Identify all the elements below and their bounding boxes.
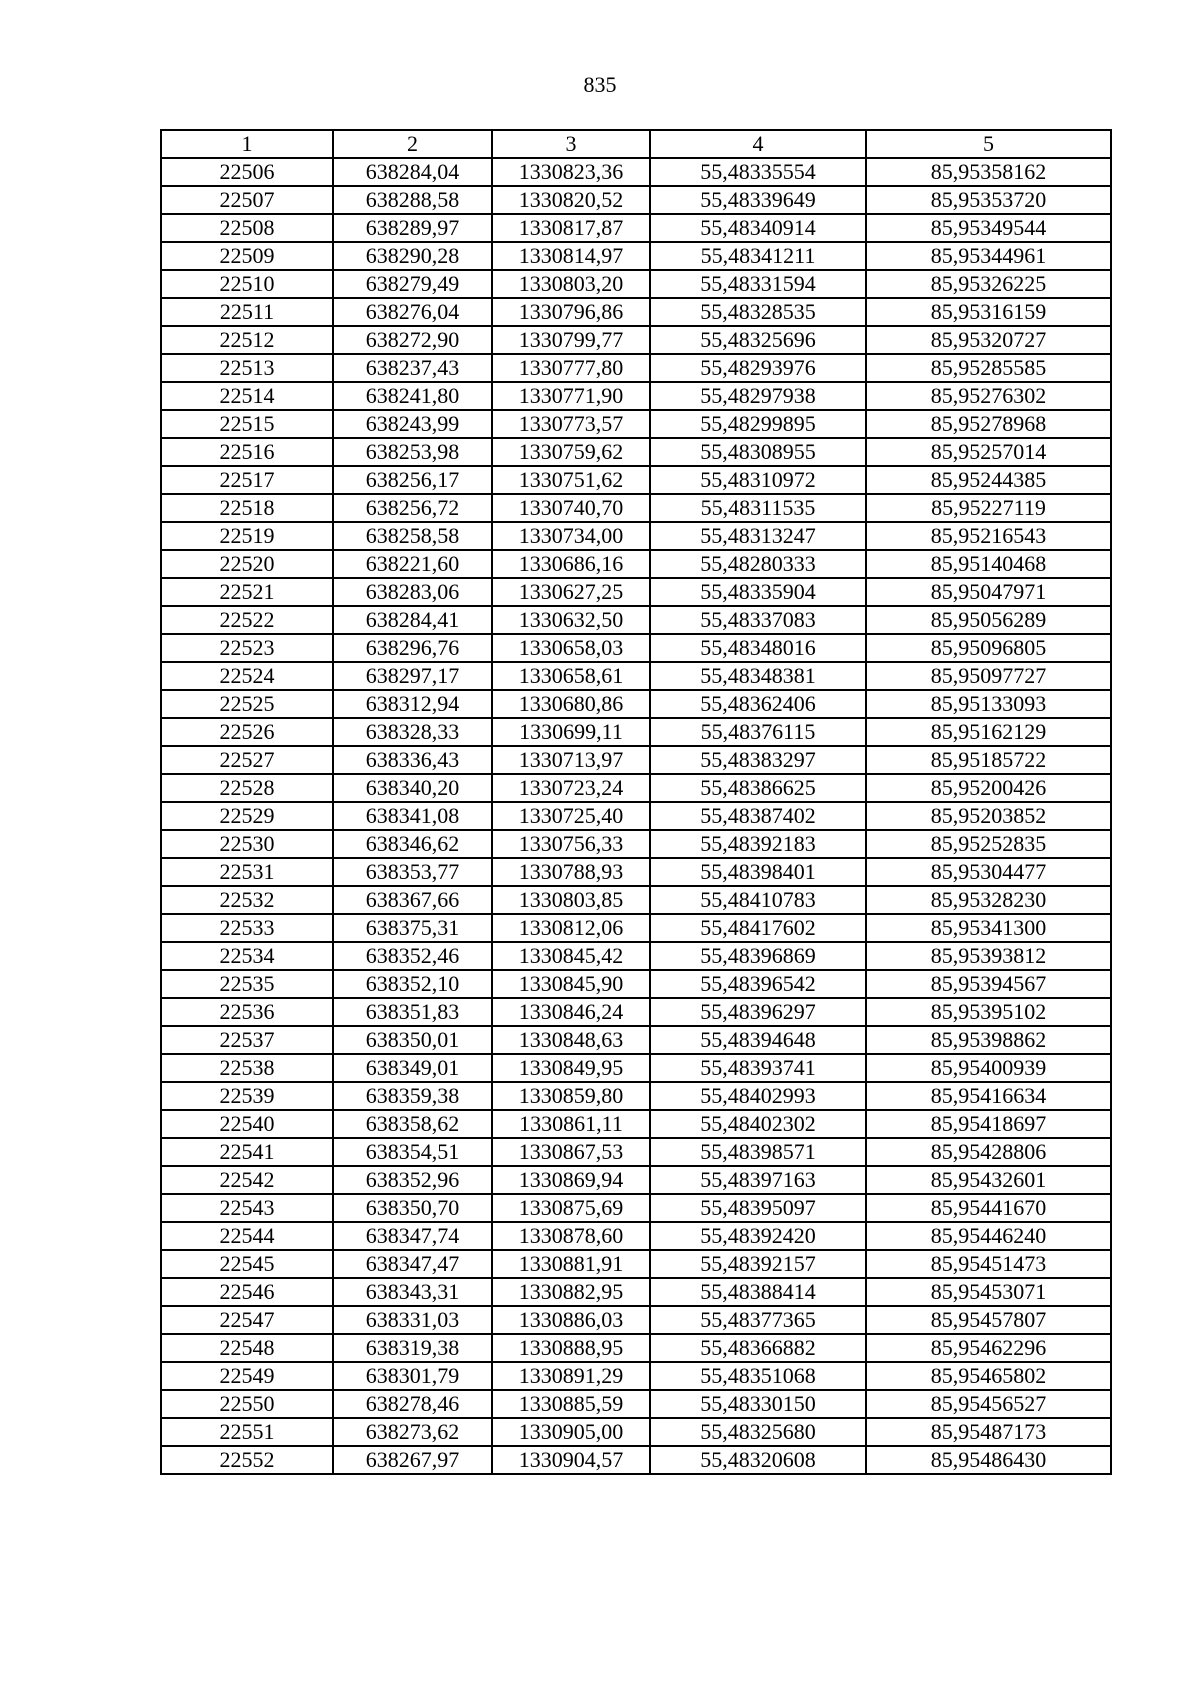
table-cell: 638272,90: [333, 326, 492, 354]
table-cell: 22527: [161, 746, 333, 774]
table-cell: 85,95395102: [866, 998, 1111, 1026]
table-cell: 55,48310972: [650, 466, 866, 494]
table-cell: 55,48417602: [650, 914, 866, 942]
table-cell: 1330882,95: [492, 1278, 650, 1306]
table-cell: 22529: [161, 802, 333, 830]
table-cell: 1330699,11: [492, 718, 650, 746]
table-cell: 638256,17: [333, 466, 492, 494]
table-row: [161, 606, 1111, 634]
table-row: [161, 1306, 1111, 1334]
table-cell: 1330869,94: [492, 1166, 650, 1194]
table-cell: 85,95453071: [866, 1278, 1111, 1306]
table-cell: 638288,58: [333, 186, 492, 214]
table-cell: 1330796,86: [492, 298, 650, 326]
table-cell: 1330803,20: [492, 270, 650, 298]
table-cell: 85,95326225: [866, 270, 1111, 298]
table-cell: 1330904,57: [492, 1446, 650, 1474]
table-cell: 638336,43: [333, 746, 492, 774]
table-cell: 55,48387402: [650, 802, 866, 830]
table-cell: 638350,01: [333, 1026, 492, 1054]
table-cell: 638241,80: [333, 382, 492, 410]
table-cell: 638296,76: [333, 634, 492, 662]
table-cell: 55,48398401: [650, 858, 866, 886]
table-row: [161, 466, 1111, 494]
table-cell: 1330886,03: [492, 1306, 650, 1334]
table-cell: 85,95216543: [866, 522, 1111, 550]
table-cell: 85,95349544: [866, 214, 1111, 242]
table-cell: 85,95278968: [866, 410, 1111, 438]
table-cell: 1330771,90: [492, 382, 650, 410]
table-cell: 22508: [161, 214, 333, 242]
table-cell: 22539: [161, 1082, 333, 1110]
table-cell: 55,48337083: [650, 606, 866, 634]
table-row: [161, 942, 1111, 970]
table-cell: 1330725,40: [492, 802, 650, 830]
table-cell: 22537: [161, 1026, 333, 1054]
table-cell: 55,48313247: [650, 522, 866, 550]
table-row: [161, 550, 1111, 578]
table-cell: 638375,31: [333, 914, 492, 942]
table-cell: 638352,96: [333, 1166, 492, 1194]
table-cell: 638350,70: [333, 1194, 492, 1222]
table-cell: 85,95341300: [866, 914, 1111, 942]
table-cell: 638289,97: [333, 214, 492, 242]
table-cell: 22525: [161, 690, 333, 718]
table-cell: 638301,79: [333, 1362, 492, 1390]
table-cell: 85,95097727: [866, 662, 1111, 690]
table-cell: 1330881,91: [492, 1250, 650, 1278]
table-cell: 638354,51: [333, 1138, 492, 1166]
table-cell: 55,48377365: [650, 1306, 866, 1334]
table-cell: 638312,94: [333, 690, 492, 718]
table-cell: 85,95056289: [866, 606, 1111, 634]
table-row: [161, 1418, 1111, 1446]
column-header: 3: [492, 130, 650, 158]
table-row: [161, 746, 1111, 774]
table-cell: 85,95465802: [866, 1362, 1111, 1390]
table-cell: 1330905,00: [492, 1418, 650, 1446]
table-cell: 1330891,29: [492, 1362, 650, 1390]
table-cell: 638284,04: [333, 158, 492, 186]
table-row: [161, 1194, 1111, 1222]
table-cell: 638221,60: [333, 550, 492, 578]
table-cell: 22516: [161, 438, 333, 466]
table-cell: 638347,47: [333, 1250, 492, 1278]
table-cell: 22550: [161, 1390, 333, 1418]
table-cell: 55,48325680: [650, 1418, 866, 1446]
table-cell: 1330632,50: [492, 606, 650, 634]
table-cell: 638353,77: [333, 858, 492, 886]
table-cell: 85,95353720: [866, 186, 1111, 214]
table-cell: 1330867,53: [492, 1138, 650, 1166]
table-cell: 85,95441670: [866, 1194, 1111, 1222]
table-cell: 1330846,24: [492, 998, 650, 1026]
table-cell: 85,95252835: [866, 830, 1111, 858]
table-row: [161, 1166, 1111, 1194]
table-cell: 55,48328535: [650, 298, 866, 326]
table-cell: 638352,46: [333, 942, 492, 970]
table-cell: 1330875,69: [492, 1194, 650, 1222]
table-row: [161, 494, 1111, 522]
table-cell: 85,95200426: [866, 774, 1111, 802]
table-cell: 55,48366882: [650, 1334, 866, 1362]
table-cell: 638359,38: [333, 1082, 492, 1110]
table-cell: 85,95428806: [866, 1138, 1111, 1166]
table-row: [161, 1334, 1111, 1362]
table-row: [161, 578, 1111, 606]
table-cell: 22545: [161, 1250, 333, 1278]
table-cell: 55,48335904: [650, 578, 866, 606]
table-cell: 55,48392420: [650, 1222, 866, 1250]
table-cell: 85,95394567: [866, 970, 1111, 998]
table-cell: 85,95285585: [866, 354, 1111, 382]
table-cell: 55,48392157: [650, 1250, 866, 1278]
table-row: [161, 382, 1111, 410]
table-row: [161, 634, 1111, 662]
table-row: [161, 298, 1111, 326]
table-cell: 55,48293976: [650, 354, 866, 382]
table-cell: 22521: [161, 578, 333, 606]
table-cell: 22524: [161, 662, 333, 690]
table-cell: 638256,72: [333, 494, 492, 522]
column-header: 4: [650, 130, 866, 158]
table-cell: 22510: [161, 270, 333, 298]
table-cell: 85,95416634: [866, 1082, 1111, 1110]
table-cell: 1330878,60: [492, 1222, 650, 1250]
table-row: [161, 410, 1111, 438]
table-cell: 638253,98: [333, 438, 492, 466]
table-cell: 55,48330150: [650, 1390, 866, 1418]
table-row: [161, 522, 1111, 550]
table-cell: 1330658,03: [492, 634, 650, 662]
table-cell: 85,95446240: [866, 1222, 1111, 1250]
table-row: [161, 1054, 1111, 1082]
table-cell: 22531: [161, 858, 333, 886]
table-cell: 85,95203852: [866, 802, 1111, 830]
table-cell: 85,95276302: [866, 382, 1111, 410]
column-header: 2: [333, 130, 492, 158]
table-cell: 85,95244385: [866, 466, 1111, 494]
table-cell: 638319,38: [333, 1334, 492, 1362]
table-cell: 85,95400939: [866, 1054, 1111, 1082]
table-row: [161, 802, 1111, 830]
table-cell: 85,95393812: [866, 942, 1111, 970]
table-row: [161, 1390, 1111, 1418]
table-cell: 55,48392183: [650, 830, 866, 858]
column-header: 5: [866, 130, 1111, 158]
table-row: [161, 774, 1111, 802]
table-cell: 85,95456527: [866, 1390, 1111, 1418]
table-cell: 85,95133093: [866, 690, 1111, 718]
table-cell: 55,48376115: [650, 718, 866, 746]
table-cell: 22540: [161, 1110, 333, 1138]
table-cell: 55,48299895: [650, 410, 866, 438]
table-cell: 638349,01: [333, 1054, 492, 1082]
table-cell: 22520: [161, 550, 333, 578]
table-cell: 1330849,95: [492, 1054, 650, 1082]
table-cell: 1330658,61: [492, 662, 650, 690]
table-cell: 22512: [161, 326, 333, 354]
table-cell: 22543: [161, 1194, 333, 1222]
table-cell: 55,48398571: [650, 1138, 866, 1166]
table-cell: 1330686,16: [492, 550, 650, 578]
table-cell: 55,48397163: [650, 1166, 866, 1194]
table-cell: 22534: [161, 942, 333, 970]
table-cell: 638283,06: [333, 578, 492, 606]
table-cell: 1330823,36: [492, 158, 650, 186]
table-cell: 1330845,90: [492, 970, 650, 998]
table-cell: 85,95457807: [866, 1306, 1111, 1334]
table-cell: 55,48410783: [650, 886, 866, 914]
table-cell: 1330788,93: [492, 858, 650, 886]
table-body: [161, 158, 1111, 1474]
table-cell: 22506: [161, 158, 333, 186]
table-cell: 22533: [161, 914, 333, 942]
table-cell: 22522: [161, 606, 333, 634]
table-cell: 55,48325696: [650, 326, 866, 354]
table-cell: 1330740,70: [492, 494, 650, 522]
table-cell: 55,48402993: [650, 1082, 866, 1110]
table-cell: 638276,04: [333, 298, 492, 326]
table-row: [161, 1082, 1111, 1110]
table-cell: 22514: [161, 382, 333, 410]
table-row: [161, 1026, 1111, 1054]
table-cell: 85,95344961: [866, 242, 1111, 270]
table-cell: 22538: [161, 1054, 333, 1082]
table-cell: 55,48331594: [650, 270, 866, 298]
table-row: [161, 242, 1111, 270]
table-row: [161, 718, 1111, 746]
table-cell: 85,95487173: [866, 1418, 1111, 1446]
table-cell: 85,95418697: [866, 1110, 1111, 1138]
table-cell: 1330859,80: [492, 1082, 650, 1110]
table-cell: 22519: [161, 522, 333, 550]
table-cell: 638278,46: [333, 1390, 492, 1418]
table-cell: 638367,66: [333, 886, 492, 914]
table-cell: 55,48308955: [650, 438, 866, 466]
table-cell: 638243,99: [333, 410, 492, 438]
table-cell: 1330734,00: [492, 522, 650, 550]
table-cell: 638341,08: [333, 802, 492, 830]
table-cell: 55,48396869: [650, 942, 866, 970]
table-cell: 22551: [161, 1418, 333, 1446]
table-cell: 85,95486430: [866, 1446, 1111, 1474]
table-cell: 22513: [161, 354, 333, 382]
table-row: [161, 830, 1111, 858]
table-cell: 1330759,62: [492, 438, 650, 466]
table-row: [161, 970, 1111, 998]
table-cell: 22544: [161, 1222, 333, 1250]
table-cell: 638331,03: [333, 1306, 492, 1334]
table-cell: 55,48320608: [650, 1446, 866, 1474]
table-cell: 22552: [161, 1446, 333, 1474]
table-row: [161, 270, 1111, 298]
table-row: [161, 1362, 1111, 1390]
table-cell: 1330751,62: [492, 466, 650, 494]
table-cell: 55,48386625: [650, 774, 866, 802]
table-cell: 85,95096805: [866, 634, 1111, 662]
table-cell: 1330814,97: [492, 242, 650, 270]
table-cell: 22547: [161, 1306, 333, 1334]
table-row: [161, 1446, 1111, 1474]
table-row: [161, 858, 1111, 886]
table-cell: 638352,10: [333, 970, 492, 998]
table-row: [161, 1278, 1111, 1306]
table-cell: 55,48341211: [650, 242, 866, 270]
table-cell: 85,95398862: [866, 1026, 1111, 1054]
table-cell: 55,48351068: [650, 1362, 866, 1390]
table-cell: 1330777,80: [492, 354, 650, 382]
table-cell: 22548: [161, 1334, 333, 1362]
table-cell: 85,95358162: [866, 158, 1111, 186]
table-cell: 638351,83: [333, 998, 492, 1026]
table-cell: 85,95451473: [866, 1250, 1111, 1278]
table-cell: 638347,74: [333, 1222, 492, 1250]
table-cell: 638258,58: [333, 522, 492, 550]
table-cell: 55,48388414: [650, 1278, 866, 1306]
table-cell: 22546: [161, 1278, 333, 1306]
table-cell: 55,48339649: [650, 186, 866, 214]
table-cell: 1330861,11: [492, 1110, 650, 1138]
column-header: 1: [161, 130, 333, 158]
table-cell: 22517: [161, 466, 333, 494]
table-cell: 1330888,95: [492, 1334, 650, 1362]
table-cell: 85,95320727: [866, 326, 1111, 354]
table-cell: 638284,41: [333, 606, 492, 634]
table-cell: 85,95316159: [866, 298, 1111, 326]
table-cell: 55,48396542: [650, 970, 866, 998]
table-cell: 638358,62: [333, 1110, 492, 1138]
table-cell: 85,95462296: [866, 1334, 1111, 1362]
table-cell: 1330803,85: [492, 886, 650, 914]
table-row: [161, 662, 1111, 690]
table-cell: 22532: [161, 886, 333, 914]
table-cell: 22528: [161, 774, 333, 802]
table-cell: 1330723,24: [492, 774, 650, 802]
table-cell: 55,48340914: [650, 214, 866, 242]
table-cell: 22530: [161, 830, 333, 858]
page-number: 835: [583, 72, 617, 97]
table-cell: 22549: [161, 1362, 333, 1390]
table-row: [161, 214, 1111, 242]
table-row: [161, 1138, 1111, 1166]
table-row: [161, 998, 1111, 1026]
table-cell: 85,95140468: [866, 550, 1111, 578]
table-cell: 638328,33: [333, 718, 492, 746]
table-cell: 85,95257014: [866, 438, 1111, 466]
table-cell: 55,48396297: [650, 998, 866, 1026]
table-cell: 55,48394648: [650, 1026, 866, 1054]
table-row: [161, 1250, 1111, 1278]
table-header: [161, 130, 1111, 158]
table-cell: 55,48393741: [650, 1054, 866, 1082]
table-cell: 22523: [161, 634, 333, 662]
coordinates-table: [160, 129, 1112, 1475]
table-cell: 638279,49: [333, 270, 492, 298]
table-cell: 55,48402302: [650, 1110, 866, 1138]
table-cell: 22518: [161, 494, 333, 522]
table-cell: 85,95304477: [866, 858, 1111, 886]
table-cell: 55,48395097: [650, 1194, 866, 1222]
table-row: [161, 1222, 1111, 1250]
table-cell: 85,95328230: [866, 886, 1111, 914]
table-cell: 638343,31: [333, 1278, 492, 1306]
table-cell: 22511: [161, 298, 333, 326]
table-cell: 638340,20: [333, 774, 492, 802]
table-cell: 55,48362406: [650, 690, 866, 718]
table-row: [161, 438, 1111, 466]
table-cell: 1330756,33: [492, 830, 650, 858]
table-row: [161, 186, 1111, 214]
table-cell: 638273,62: [333, 1418, 492, 1446]
table-cell: 22509: [161, 242, 333, 270]
table-cell: 1330820,52: [492, 186, 650, 214]
table-cell: 85,95162129: [866, 718, 1111, 746]
table-cell: 22507: [161, 186, 333, 214]
table-cell: 22536: [161, 998, 333, 1026]
table-cell: 638267,97: [333, 1446, 492, 1474]
table-cell: 1330713,97: [492, 746, 650, 774]
table-cell: 1330848,63: [492, 1026, 650, 1054]
table-row: [161, 690, 1111, 718]
table-cell: 85,95047971: [866, 578, 1111, 606]
table-cell: 55,48297938: [650, 382, 866, 410]
table-cell: 1330627,25: [492, 578, 650, 606]
table-cell: 55,48311535: [650, 494, 866, 522]
table-cell: 1330812,06: [492, 914, 650, 942]
table-cell: 1330817,87: [492, 214, 650, 242]
table-row: [161, 914, 1111, 942]
table-cell: 1330680,86: [492, 690, 650, 718]
table-cell: 85,95432601: [866, 1166, 1111, 1194]
table-cell: 1330799,77: [492, 326, 650, 354]
table-row: [161, 886, 1111, 914]
table-cell: 22526: [161, 718, 333, 746]
table-cell: 55,48348016: [650, 634, 866, 662]
table-cell: 1330845,42: [492, 942, 650, 970]
table-cell: 22541: [161, 1138, 333, 1166]
table-cell: 22515: [161, 410, 333, 438]
table-cell: 1330885,59: [492, 1390, 650, 1418]
table-cell: 638290,28: [333, 242, 492, 270]
table-cell: 55,48348381: [650, 662, 866, 690]
table-cell: 22542: [161, 1166, 333, 1194]
table-cell: 638237,43: [333, 354, 492, 382]
table-cell: 1330773,57: [492, 410, 650, 438]
table-cell: 638346,62: [333, 830, 492, 858]
table-cell: 55,48335554: [650, 158, 866, 186]
header-row: [161, 130, 1111, 158]
table-cell: 22535: [161, 970, 333, 998]
table-cell: 55,48383297: [650, 746, 866, 774]
table-row: [161, 326, 1111, 354]
table-cell: 55,48280333: [650, 550, 866, 578]
table-row: [161, 1110, 1111, 1138]
table-cell: 85,95185722: [866, 746, 1111, 774]
table-row: [161, 158, 1111, 186]
table-cell: 638297,17: [333, 662, 492, 690]
table-row: [161, 354, 1111, 382]
table-cell: 85,95227119: [866, 494, 1111, 522]
